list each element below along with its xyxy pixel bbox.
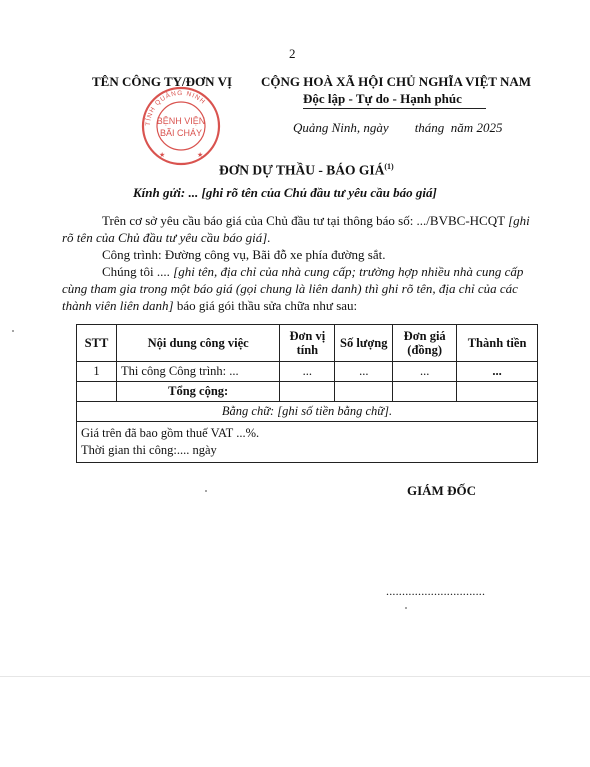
paragraph-supplier bbox=[62, 263, 537, 314]
signature-dots: ............................... bbox=[386, 584, 486, 598]
paragraph-basis-italic: [ghi rõ tên của Chủ đầu tư yêu cầu báo giá]. bbox=[62, 213, 530, 245]
scan-speck bbox=[405, 607, 407, 609]
table-in-words-row bbox=[77, 402, 538, 422]
addressee bbox=[133, 185, 437, 201]
total-label: Tổng cộng: bbox=[116, 382, 279, 402]
header-unit-price: Đơn giá (đồng) bbox=[393, 325, 457, 362]
notes-cell bbox=[77, 422, 538, 463]
paragraph-project: Công trình: Đường công vụ, Bãi đỗ xe phía đường sắt. bbox=[102, 247, 386, 262]
document-title bbox=[219, 162, 394, 179]
supplier-italic: [ghi tên, địa chỉ của nhà cung cấp; trường hợp nhiều nhà cung cấp cùng tham gia trong một báo giá (gọi chung là liên danh) thì ghi rõ tên, địa chỉ của các thành viên liên danh] bbox=[62, 264, 524, 313]
hospital-stamp bbox=[141, 86, 221, 166]
scan-artifact bbox=[0, 676, 590, 677]
row-unit-price: ... bbox=[393, 362, 457, 382]
total-cell-price bbox=[393, 382, 457, 402]
paragraph-basis bbox=[62, 212, 537, 246]
place-date: Quảng Ninh, ngày tháng năm 2025 bbox=[293, 120, 503, 135]
row-quantity: ... bbox=[335, 362, 393, 382]
header-unit: Đơn vị tính bbox=[280, 325, 335, 362]
header-amount: Thành tiền bbox=[457, 325, 538, 362]
row-content: Thi công Công trình: ... bbox=[116, 362, 279, 382]
table-note-row bbox=[77, 422, 538, 463]
scan-speck bbox=[12, 330, 14, 332]
nation-title: CỘNG HOÀ XÃ HỘI CHỦ NGHĨA VIỆT NAM bbox=[261, 74, 532, 89]
total-spacer bbox=[77, 382, 117, 402]
table-row bbox=[77, 362, 538, 382]
scan-speck bbox=[205, 490, 207, 492]
vat-note: Giá trên đã bao gồm thuế VAT ...%. bbox=[81, 426, 260, 440]
table-header-row bbox=[77, 325, 538, 362]
row-amount: ... bbox=[457, 362, 538, 382]
signature-title: GIÁM ĐỐC bbox=[407, 483, 476, 498]
addressee-label: Kính gửi: ... bbox=[133, 185, 199, 200]
svg-text:★: ★ bbox=[197, 151, 204, 159]
header-stt: STT bbox=[77, 325, 117, 362]
document-title-text: ĐƠN DỰ THẦU - BÁO GIÁ bbox=[219, 162, 385, 178]
svg-text:★: ★ bbox=[159, 151, 166, 159]
paragraph-basis-text: Trên cơ sở yêu cầu báo giá của Chủ đầu tư tại thông báo số: .../BVBC-HCQT bbox=[102, 213, 509, 228]
amount-in-words: Bằng chữ: [ghi số tiền bằng chữ]. bbox=[77, 402, 538, 422]
title-footnote: (1) bbox=[384, 162, 394, 171]
company-name: TÊN CÔNG TY/ĐƠN VỊ bbox=[92, 74, 233, 89]
row-stt: 1 bbox=[77, 362, 117, 382]
quote-table bbox=[76, 324, 538, 463]
table-total-row bbox=[77, 382, 538, 402]
total-cell-quantity bbox=[335, 382, 393, 402]
header-content: Nội dung công việc bbox=[116, 325, 279, 362]
page-number: 2 bbox=[289, 46, 296, 61]
motto: Độc lập - Tự do - Hạnh phúc bbox=[303, 91, 462, 106]
motto-underline bbox=[303, 108, 486, 109]
stamp-line1: BỆNH VIỆN bbox=[156, 116, 206, 126]
construction-duration: Thời gian thi công:.... ngày bbox=[81, 443, 217, 457]
stamp-ring-text: TỈNH QUẢNG NINH bbox=[144, 89, 207, 127]
header-quantity: Số lượng bbox=[335, 325, 393, 362]
total-cell-unit bbox=[280, 382, 335, 402]
total-cell-amount bbox=[457, 382, 538, 402]
supplier-end: báo giá gói thầu sửa chữa như sau: bbox=[173, 298, 358, 313]
addressee-value: [ghi rõ tên của Chủ đầu tư yêu cầu báo giá] bbox=[198, 185, 437, 200]
supplier-start: Chúng tôi .... bbox=[102, 264, 174, 279]
row-unit: ... bbox=[280, 362, 335, 382]
stamp-line2: BÃI CHÁY bbox=[159, 128, 203, 138]
